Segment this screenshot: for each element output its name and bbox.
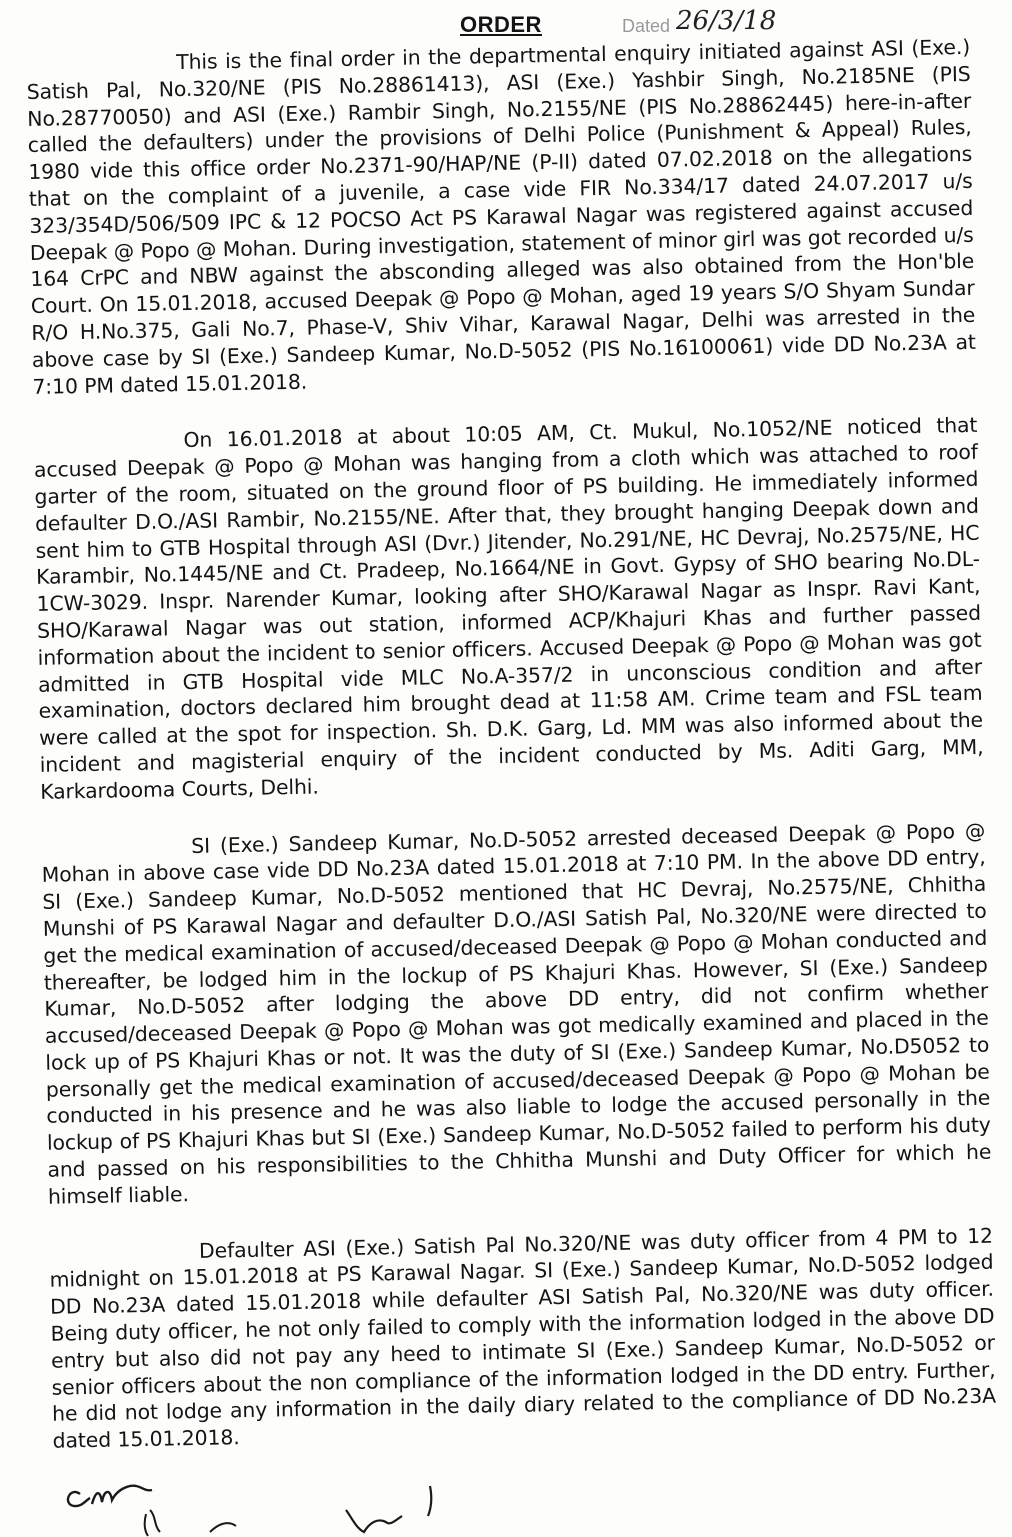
handwritten-signatures bbox=[60, 1470, 560, 1537]
dated-stamp-label: Dated bbox=[622, 16, 671, 36]
paragraph-1: This is the final order in the departmental enquiry initiated against ASI (Exe.) Satish Pal, No.320/NE (PIS No.28861413), ASI (Exe.) Yashbir Singh, No.2185NE (PIS No.28770050) and ASI (Exe.) Rambir Singh, No.2155/NE (PIS No.28862445) here-in-after called the defaulters) under the provisions of Delhi Police (Punishment & Appeal) Rules, 1980 vide this office order No.2371-90/HAP/NE (P-II) dated 07.02.2018 on the allegations that on the complaint of a juvenile, a case vide FIR No.334/17 dated 24.07.2017 u/s 323/354D/506/509 IPC & 12 POCSO Act PS Karawal Nagar was registered against accused Deepak @ Popo @ Mohan. During investigation, statement of minor girl was got recorded u/s 164 CrPC and NBW against the absconding alleged was also obtained from the Hon'ble Court. On 15.01.2018, accused Deepak @ Popo @ Mohan, aged 19 years S/O Shyam Sundar R/O H.No.375, Gali No.7, Phase-V, Shiv Vihar, Karawal Nagar, Delhi was arrested in the above case by SI (Exe.) Sandeep Kumar, No.D-5052 (PIS No.16100061) vide DD No.23A at 7:10 PM dated 15.01.2018. bbox=[26, 34, 976, 399]
order-title: ORDER bbox=[460, 12, 542, 37]
paragraph-3: SI (Exe.) Sandeep Kumar, No.D-5052 arrested deceased Deepak @ Popo @ Mohan in above case vide DD No.23A dated 15.01.2018 at 7:10 PM. In the above DD entry, SI (Exe.) Sandeep Kumar, No.D-5052 mentioned that HC Devraj, No.2575/NE, Chhitha Munshi of PS Karawal Nagar and defaulter D.O./ASI Satish Pal, No.320/NE were directed to get the medical examination of accused/deceased Deepak @ Popo @ Mohan conducted and thereafter, be lodged him in the lockup of PS Khajuri Khas. However, SI (Exe.) Sandeep Kumar, No.D-5052 after lodging the above DD entry, did not confirm whether accused/deceased Deepak @ Popo @ Mohan was got medically examined and placed in the lock up of PS Khajuri Khas or not. It was the duty of SI (Exe.) Sandeep Kumar, No.D5052 to personally get the medical examination of accused/deceased Deepak @ Popo @ Mohan be conducted in his presence and he was also liable to lodge the accused personally in the lockup of PS Khajuri Khas but SI (Exe.) Sandeep Kumar, No.D-5052 failed to perform his duty and passed on his responsibilities to the Chhitha Munshi and Duty Officer for which he himself liable. bbox=[41, 818, 992, 1209]
signature-scribbles-icon bbox=[60, 1470, 560, 1537]
order-body bbox=[26, 34, 997, 1485]
paragraph-4: Defaulter ASI (Exe.) Satish Pal No.320/NE was duty officer from 4 PM to 12 midnight on 15.01.2018 at PS Karawal Nagar. SI (Exe.) Sandeep Kumar, No.D-5052 lodged DD No.23A dated 15.01.2018 while defaulter ASI Satish Pal, No.320/NE was duty officer. Being duty officer, he not only failed to comply with the information lodged in the above DD entry but also did not pay any heed to intimate SI (Exe.) Sandeep Kumar, No.D-5052 or senior officers about the non compliance of the information lodged in the DD entry. Further, he did not lodge any information in the daily diary related to the compliance of DD No.23A dated 15.01.2018. bbox=[49, 1223, 997, 1453]
handwritten-date: 26/3/18 bbox=[676, 6, 777, 36]
paragraph-2: On 16.01.2018 at about 10:05 AM, Ct. Mukul, No.1052/NE noticed that accused Deepak @ Popo @ Mohan was hanging from a cloth which was attached to roof garter of the room, situated on the ground floor of PS building. He immediately informed defaulter D.O./ASI Rambir, No.2155/NE. After that, they brought hanging Deepak down and sent him to GTB Hospital through ASI (Dvr.) Jitender, No.291/NE, HC Devraj, No.2575/NE, HC Karambir, No.1445/NE and Ct. Pradeep, No.1664/NE in Govt. Gypsy of SHO bearing No.DL-1CW-3029. Inspr. Narender Kumar, looking after SHO/Karawal Nagar as Inspr. Ravi Kant, SHO/Karawal Nagar was out station, informed ACP/Khajuri Khas and further passed information about the incident to senior officers. Accused Deepak @ Popo @ Mohan was got admitted in GTB Hospital vide MLC No.A-357/2 in unconscious condition and after examination, doctors declared him brought dead at 11:58 AM. Crime team and FSL team were called at the spot for inspection. Sh. D.K. Garg, Ld. MM was also informed about the incident and magisterial enquiry of the incident conducted by Ms. Aditi Garg, MM, Karkardooma Courts, Delhi. bbox=[33, 413, 984, 804]
